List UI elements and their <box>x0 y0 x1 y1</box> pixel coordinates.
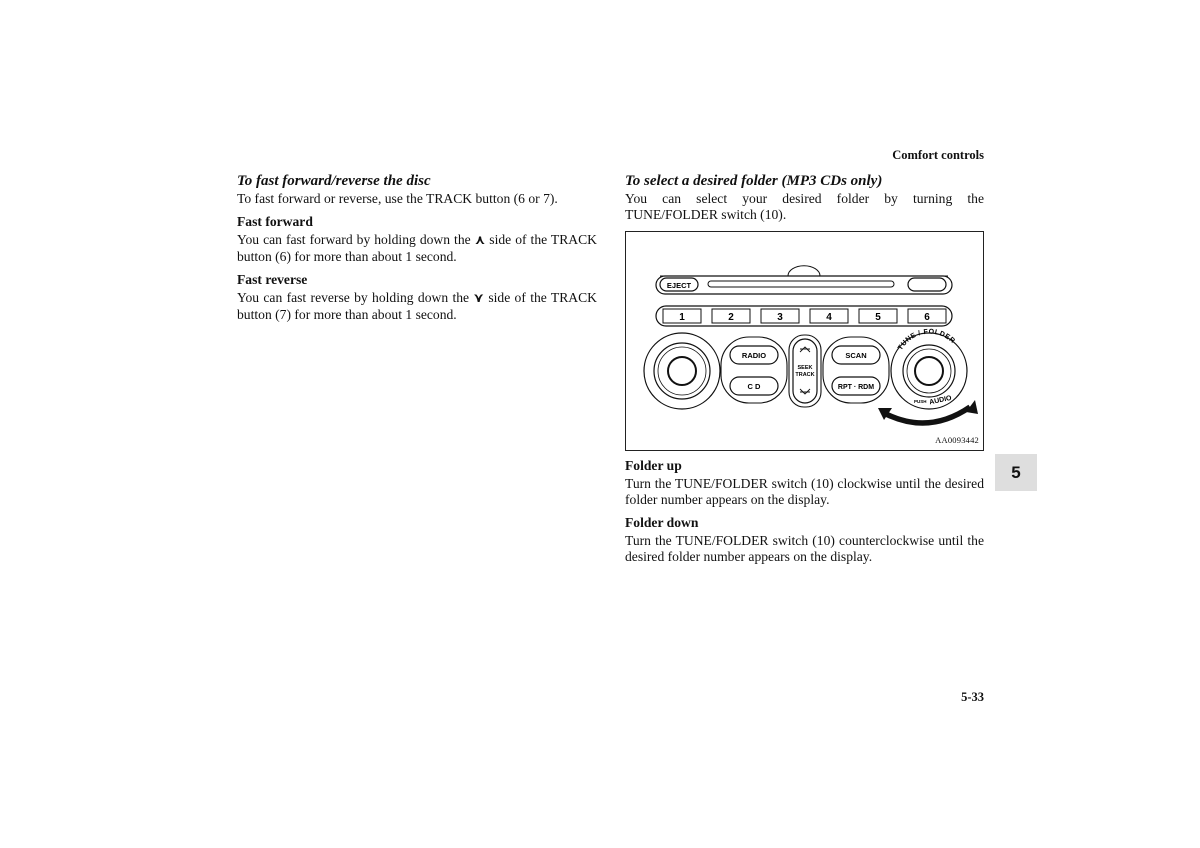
figure-id: AA0093442 <box>935 435 979 445</box>
select-folder-intro: You can select your desired folder by turning the TUNE/FOLDER switch (10). <box>625 191 984 222</box>
radio-label: RADIO <box>741 351 767 360</box>
section-title-fast-forward-reverse: To fast forward/reverse the disc <box>237 173 431 189</box>
fast-forward-text-post: side of the TRACK button (6) for more than about 1 second. <box>237 232 597 264</box>
preset-label-2: 2 <box>728 312 734 323</box>
folder-up-text: Turn the TUNE/FOLDER switch (10) clockwise until the desired folder number appears on the display. <box>625 476 984 507</box>
folder-up-heading: Folder up <box>625 458 682 473</box>
push-label: PUSH <box>914 399 927 404</box>
preset-label-6: 6 <box>924 312 930 323</box>
left-column <box>237 172 597 323</box>
cd-label: C D <box>747 382 761 391</box>
audio-unit-illustration <box>625 231 984 451</box>
disc-slot <box>708 281 894 287</box>
audio-unit-svg <box>626 232 983 450</box>
preset-label-3: 3 <box>777 312 783 323</box>
folder-down-text: Turn the TUNE/FOLDER switch (10) counterclockwise until the desired folder number appears on the display. <box>625 533 984 564</box>
preset-label-5: 5 <box>875 312 881 323</box>
fast-forward-text <box>237 232 597 265</box>
tune-folder-label <box>897 329 956 352</box>
folder-down-heading: Folder down <box>625 515 699 530</box>
track-up-icon: ⋏ <box>474 233 486 248</box>
chapter-tab: 5 <box>995 454 1037 491</box>
section-title-select-folder: To select a desired folder (MP3 CDs only) <box>625 173 883 189</box>
preset-label-1: 1 <box>679 312 685 323</box>
fast-forward-text-pre: You can fast forward by holding down the <box>237 232 471 247</box>
scan-label: SCAN <box>845 351 867 360</box>
intro-text: To fast forward or reverse, use the TRACK button (6 or 7). <box>237 191 558 206</box>
seek-label: SEEK <box>797 365 813 371</box>
fast-reverse-text <box>237 290 597 323</box>
right-column <box>625 172 984 565</box>
fast-reverse-text-pre: You can fast reverse by holding down the <box>237 290 470 305</box>
track-down-icon: ⋎ <box>473 291 484 306</box>
eject-label: EJECT <box>666 281 692 290</box>
fast-reverse-heading: Fast reverse <box>237 272 308 287</box>
display-button[interactable] <box>908 278 946 291</box>
fast-reverse-text-post: side of the TRACK button (7) for more than about 1 second. <box>237 290 597 322</box>
track-label: TRACK <box>795 372 815 378</box>
fast-forward-heading: Fast forward <box>237 214 313 229</box>
page-number: 5-33 <box>961 690 984 704</box>
rpt-rdm-label: RPT · RDM <box>837 384 875 391</box>
preset-buttons <box>663 309 946 323</box>
tune-folder-label-path: TUNE / FOLDER <box>897 328 957 352</box>
disc-slot-outline <box>660 266 948 276</box>
preset-label-4: 4 <box>826 312 832 323</box>
running-header: Comfort controls <box>892 148 984 162</box>
audio-label: AUDIO <box>928 394 953 407</box>
volume-knob[interactable] <box>644 333 720 409</box>
